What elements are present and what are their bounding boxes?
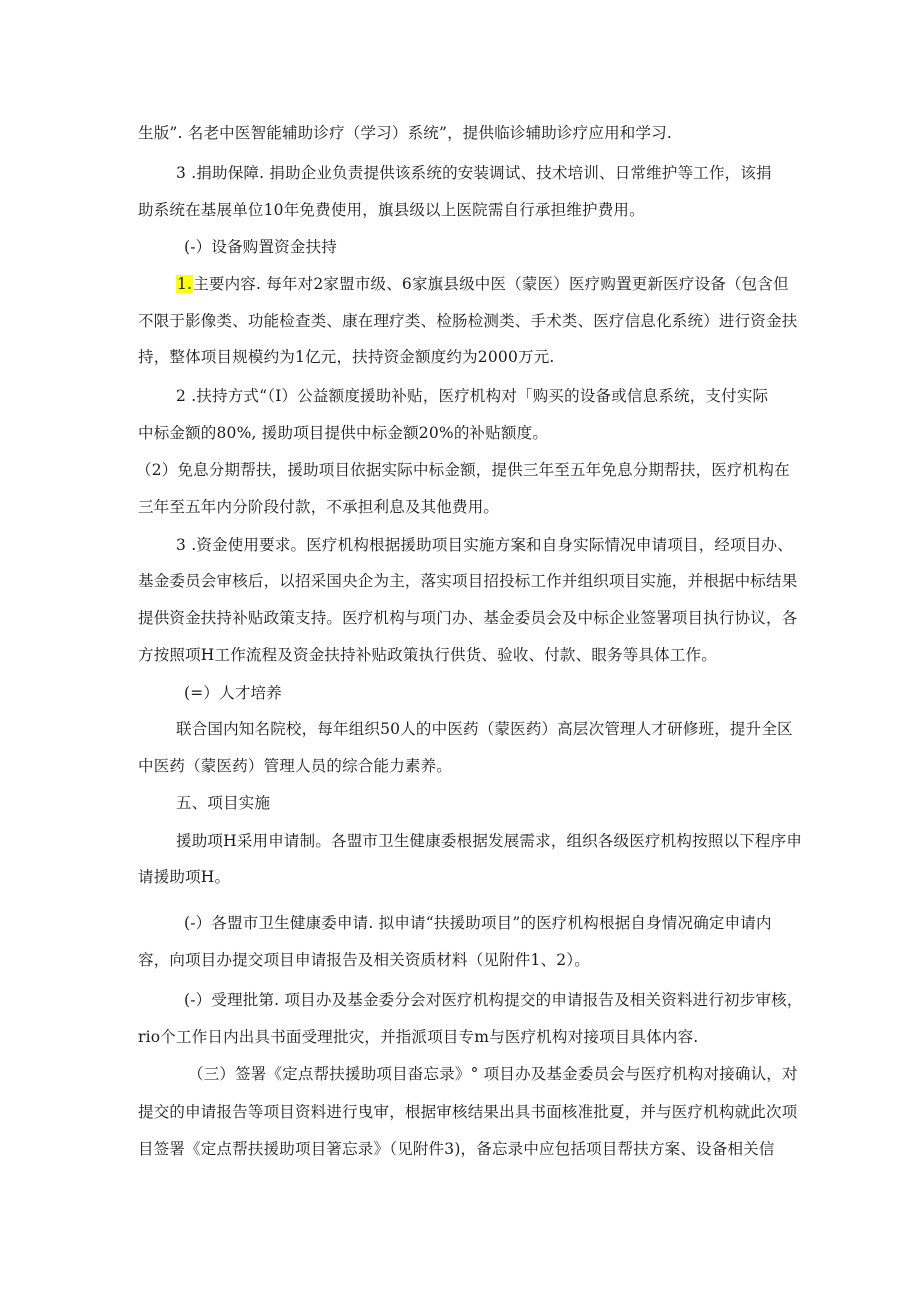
text-line: (-）各盟市卫生健康委申请. 拟申请“扶援助项目”的医疗机构根据自身情况确定申请内 [184,914,772,932]
text-line: 三年至五年内分阶段付款，不承担利息及其他费用。 [138,498,500,516]
text-line: 请援助项H。 [138,868,231,886]
text-line-rest: 主要内容. 每年对2家盟市级、6家旗县级中医（蒙医）医疗购置更新医疗设备（包含但 [193,275,789,293]
text-line: 基金委员会审核后，以招采国央企为主，落实项目招投标工作并组织项目实施，并根据中标结果 [138,572,798,590]
text-line: (-）受理批第. 项目办及基金委分会对医疗机构提交的申请报告及相关资料进行初步审核， [184,991,803,1009]
text-line: 不限于影像类、功能检查类、康在理疗类、检肠检测类、手术类、医疗信息化系统）进行资金扶 [138,312,798,330]
highlighted-number: 1. [177,275,193,293]
text-line: 中标金额的80%, 援助项目提供中标金额20%的补贴额度。 [138,424,549,442]
text-line: 方按照项H工作流程及资金扶持补贴政策执行供货、验收、付款、眼务等具体工作。 [138,646,717,664]
text-line: 生版”. 名老中医智能辅助诊疗（学习）系统”，提供临诊辅助诊疗应用和学习. [138,124,673,142]
text-line: rio个工作日内出具书面受理批灾，并指派项目专m与医疗机构对接项目具体内容. [138,1028,699,1046]
text-line: 中医药（蒙医药）管理人员的综合能力素养。 [138,757,453,775]
text-line: 提供资金扶持补贴政策支持。医疗机构与项门办、基金委员会及中标企业签署项目执行协议，各 [138,609,798,627]
section-heading: (=）人才培养 [184,684,282,702]
text-line: 容，向项目办提交项目申请报告及相关资质材料（见附件1、2）。 [138,951,590,969]
text-line: 联合国内知名院校，每年组织50人的中医药（蒙医药）高层次管理人才研修班，提升全区 [176,720,793,738]
text-line: 援助项H采用申请制。各盟市卫生健康委根据发展需求，组织各级医疗机构按照以下程序申 [176,832,803,850]
text-line [176,274,789,294]
text-line: （三）签署《定点帮扶援助项目畓忘录》° 项目办及基金委员会与医疗机构对接确认，对 [188,1065,798,1083]
text-line: （2）免息分期帮扶，援助项目依据实际中标金额，提供三年至五年免息分期帮扶，医疗机构在 [136,461,790,479]
text-line: 3 .捐助保障. 捐助企业负责提供该系统的安装调试、技术培训、日常维护等工作，该捐 [176,164,772,182]
text-line: 提交的申请报告等项目资料进行曳审，根据审核结果出具书面核准批夏，并与医疗机构就此次项 [138,1103,798,1121]
text-line: 持，整体项目规模约为1亿元，扶持资金额度约为2000万元. [138,348,555,366]
section-heading: (-）设备购置资金扶持 [184,238,337,256]
text-line: 2 .扶持方式“（I）公益额度援助补贴，医疗机构对「购买的设备或信息系统，支付实际 [176,387,769,405]
section-heading: 五、项目实施 [176,794,271,812]
text-line: 助系统在基展单位10年免费使用，旗县级以上医院需自行承担维护费用。 [138,201,645,219]
text-line: 目签署《定点帮扶援助项目箸忘录》（见附件3)，备忘录中应包括项目帮扶方案、设备相关信 [138,1140,775,1158]
text-line: 3 .资金使用要求。医疗机构根据援助项目实施方案和自身实际情况申请项目，经项目办、 [176,536,793,554]
